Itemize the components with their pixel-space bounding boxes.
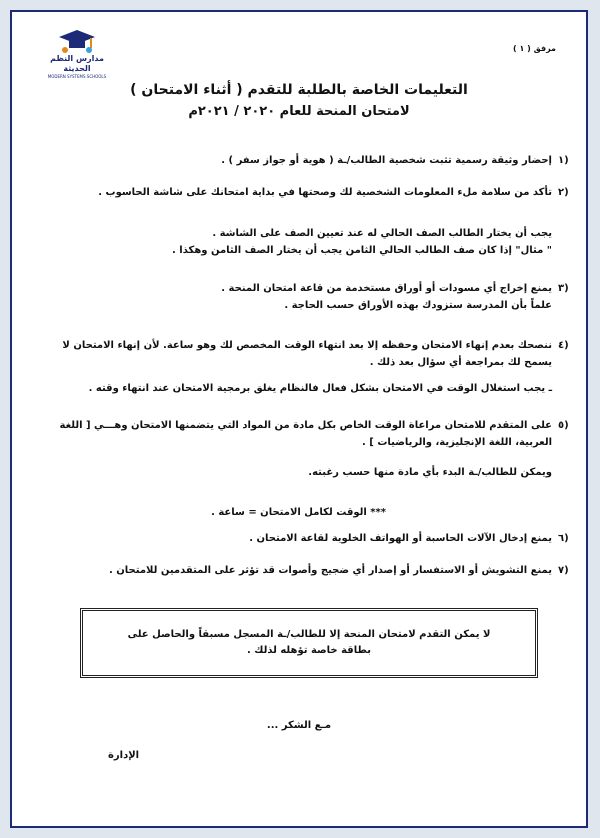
item-number: ٢) [558,187,569,198]
document-page [10,10,588,828]
list-item [52,184,569,201]
list-item [52,530,569,547]
item-text: على المتقدم للامتحان مراعاة الوقت الخاص بكل مادة من المواد التي يتضمنها الامتحان وهـــي [ اللغة العربية، اللغة الإنجليزية، والرياضيات ] . [59,420,552,448]
notice-box: لا يمكن التقدم لامتحان المنحة إلا للطالب/ـة المسجل مسبقاً والحاصل على بطاقة خاصة تؤهله لذلك . [80,608,538,678]
item-number: ٧) [558,565,569,576]
note-text: *** الوقت لكامل الامتحان = ساعة . [211,507,386,518]
page-subtitle: لامتحان المنحة للعام ٢٠٢٠ / ٢٠٢١م [188,104,410,119]
item-text: يمنع التشويش أو الاستفسار أو إصدار أي ضجيج وأصوات قد تؤثر على المتقدمين للامتحان . [108,565,552,576]
item-text: ننصحك بعدم إنهاء الامتحان وحفظه إلا بعد انتهاء الوقت المخصص لك وهو ساعة. لأن إنهاء الامتحان لا يسمح لك بمراجعة أي سؤال بعد ذلك . [62,340,552,368]
item-number: ٤) [558,340,569,351]
signature-admin: الإدارة [108,750,140,761]
note-text: يجب أن يختار الطالب الصف الحالي له عند تعيين الصف على الشاشة . [212,228,552,239]
logo-text: مدارس النظم الحديثة [50,54,104,73]
item-text: تأكد من سلامة ملء المعلومات الشخصية لك وصحتها في بداية امتحانك على شاشة الحاسوب . [98,187,552,198]
thanks-text: مـع الشكر ... [266,720,332,731]
graduation-cap-icon [57,28,97,54]
item-text: إحضار وثيقة رسمية تثبت شخصية الطالب/ـة ( هوية أو جواز سفر ) . [221,155,552,166]
note-text: علماً بأن المدرسة ستزودك بهذه الأوراق حسب الحاجة . [284,300,552,311]
list-item [52,417,569,451]
item-number: ٦) [558,533,569,544]
item-text: يمنع إخراج أي مسودات أو أوراق مستخدمة من قاعة امتحان المنحة . [221,283,552,294]
item-number: ٥) [558,420,569,431]
list-item [52,152,569,169]
list-item [52,280,569,297]
item-number: ٣) [558,283,569,294]
logo-subtext: MODERN SYSTEMS SCHOOLS [47,74,107,79]
annex-label: مرفق ( ١ ) [513,44,556,53]
item-number: ١) [558,155,569,166]
note-text: ـ يجب استغلال الوقت في الامتحان بشكل فعال فالنظام يغلق برمجية الامتحان عند انتهاء وقته . [88,383,552,394]
note-text: " مثال" إذا كان صف الطالب الحالي الثامن يجب أن يختار الصف الثامن وهكذا . [172,245,552,256]
school-logo [42,28,112,80]
list-item [52,337,569,371]
item-text: يمنع إدخال الآلات الحاسبة أو الهواتف الخلوية لقاعة الامتحان . [249,533,552,544]
list-item [52,562,569,579]
note-text: ويمكن للطالب/ـة البدء بأي مادة منها حسب رغبته. [308,467,552,478]
page-title: التعليمات الخاصة بالطلبة للتقدم ( أثناء الامتحان ) [130,82,468,98]
